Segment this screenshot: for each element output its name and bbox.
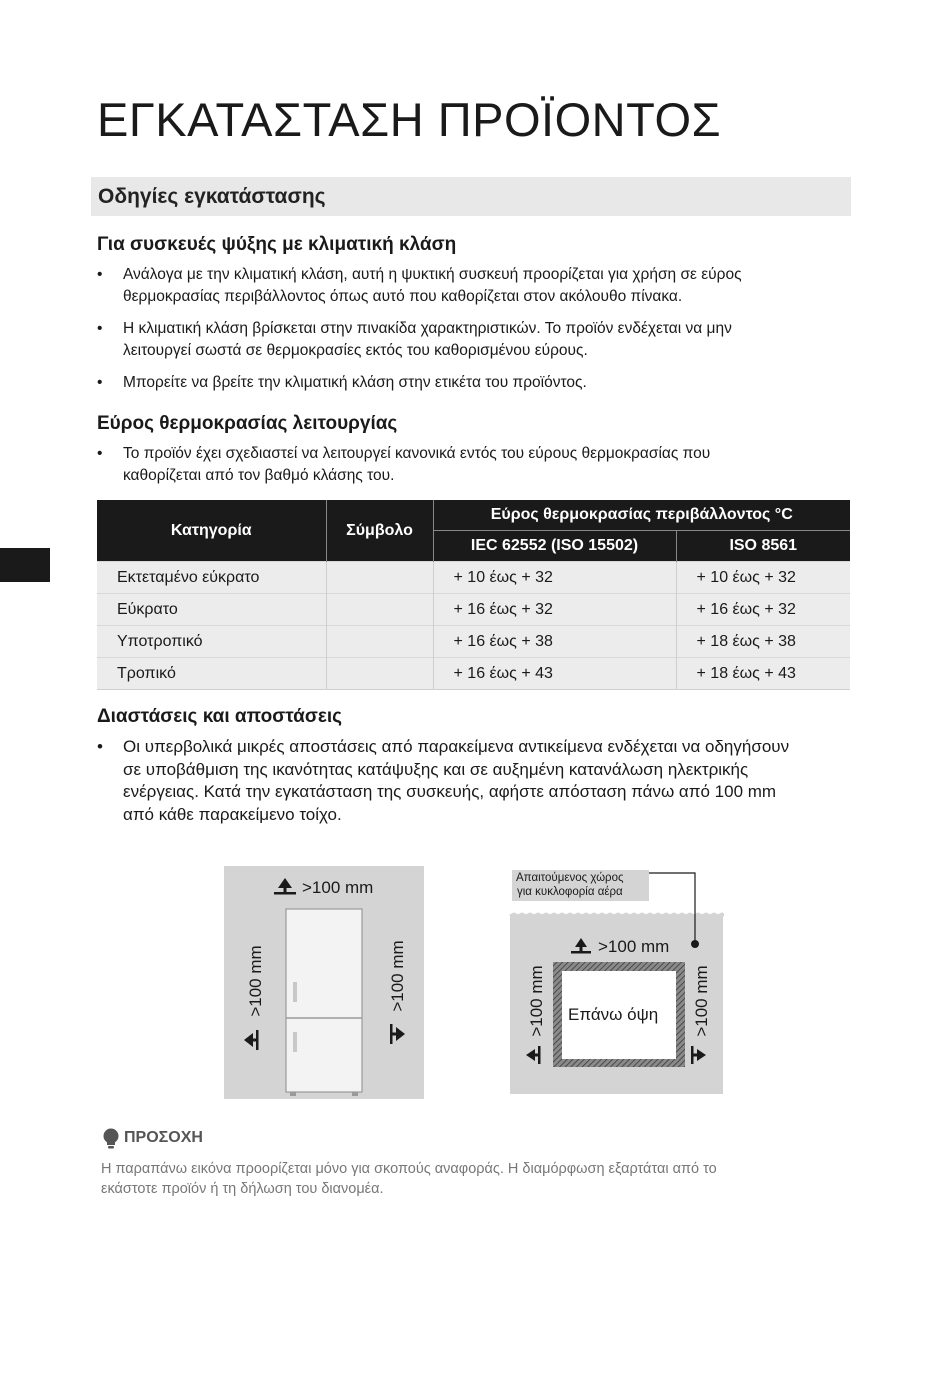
callout-line: για κυκλοφορία αέρα — [517, 886, 623, 898]
cell-symbol — [326, 658, 433, 690]
cell-iso: + 18 έως + 38 — [676, 626, 850, 658]
bullet-item — [97, 736, 867, 828]
refrigerator-body — [286, 909, 362, 1092]
left-foot — [290, 1092, 296, 1096]
cell-symbol — [326, 626, 433, 658]
right-foot — [352, 1092, 358, 1096]
bullet-line: καθορίζεται από τον βαθμό κλάσης του. — [123, 467, 395, 484]
bullet-line: Οι υπερβολικά μικρές αποστάσεις από παρακείμενα αντικείμενα ενδέχεται να οδηγήσουν — [123, 737, 790, 756]
air-circulation-callout — [516, 871, 624, 899]
bullet-item — [97, 318, 857, 362]
table-row — [97, 594, 850, 626]
bullet-dot: • — [97, 320, 103, 337]
column-header-iso: ISO 8561 — [676, 531, 850, 562]
bullet-dot: • — [97, 737, 103, 756]
top-view-top-clearance-label: >100 mm — [598, 937, 670, 956]
bullet-dot: • — [97, 445, 103, 462]
bullet-item — [97, 443, 857, 487]
bullet-line: σε υποβάθμιση της ικανότητας κατάψυξης και σε αυξημένη κατανάλωση ηλεκτρικής — [123, 759, 749, 779]
distances-heading: Διαστάσεις και αποστάσεις — [97, 706, 343, 727]
bullet-line: θερμοκρασίας περιβάλλοντος όπως αυτό που καθορίζεται στον ακόλουθο πίνακα. — [123, 288, 683, 305]
page-title: ΕΓΚΑΤΑΣΤΑΣΗ ΠΡΟΪΟΝΤΟΣ — [97, 93, 722, 146]
bullet-line: Μπορείτε να βρείτε την κλιματική κλάση στην ετικέτα του προϊόντος. — [123, 374, 587, 391]
table-row — [97, 562, 850, 594]
climate-class-table — [97, 500, 850, 690]
bullet-item — [97, 264, 857, 308]
cell-iec: + 10 έως + 32 — [433, 562, 676, 594]
cell-category: Τροπικό — [97, 658, 326, 690]
front-top-clearance-label: >100 mm — [302, 878, 374, 897]
lightbulb-icon — [102, 1128, 120, 1150]
caution-line: εκάστοτε προϊόν ή τη δήλωση του διανομέα. — [101, 1181, 384, 1197]
temp-range-heading: Εύρος θερμοκρασίας λειτουργίας — [97, 413, 398, 434]
cell-iso: + 16 έως + 32 — [676, 594, 850, 626]
section-header — [91, 177, 851, 216]
bullet-line: λειτουργεί σωστά σε θερμοκρασίες εκτός του καθορισμένου εύρους. — [123, 342, 588, 359]
cell-category: Εκτεταμένο εύκρατο — [97, 562, 326, 594]
cell-symbol — [326, 562, 433, 594]
cell-iec: + 16 έως + 43 — [433, 658, 676, 690]
caution-text — [101, 1159, 717, 1199]
callout-line: Απαιτούμενος χώρος — [516, 872, 624, 884]
cell-iso: + 18 έως + 43 — [676, 658, 850, 690]
bullet-dot: • — [97, 266, 103, 283]
top-view-label: Επάνω όψη — [568, 1005, 659, 1024]
bullet-line: από κάθε παρακείμενο τοίχο. — [123, 804, 342, 824]
column-header-symbol: Σύμβολο — [326, 500, 433, 562]
top-view-left-clearance-label: >100 mm — [527, 965, 546, 1037]
bullet-line: Η κλιματική κλάση βρίσκεται στην πινακίδα χαρακτηριστικών. Το προϊόν ενδέχεται να μην — [123, 320, 732, 337]
column-header-range: Εύρος θερμοκρασίας περιβάλλοντος °C — [433, 500, 850, 531]
cell-iso: + 10 έως + 32 — [676, 562, 850, 594]
table-row — [97, 658, 850, 690]
front-right-clearance-label: >100 mm — [388, 940, 407, 1012]
cell-symbol — [326, 594, 433, 626]
cell-iec: + 16 έως + 38 — [433, 626, 676, 658]
side-tab-marker — [0, 548, 50, 582]
section-title: Οδηγίες εγκατάστασης — [98, 185, 326, 208]
upper-door-handle — [293, 982, 297, 1002]
caution-line: Η παραπάνω εικόνα προορίζεται μόνο για σκοπούς αναφοράς. Η διαμόρφωση εξαρτάται από το — [101, 1161, 717, 1177]
bullet-dot: • — [97, 374, 103, 391]
front-left-clearance-label: >100 mm — [246, 945, 265, 1017]
callout-dot — [691, 940, 699, 948]
table-row — [97, 626, 850, 658]
climate-class-heading: Για συσκευές ψύξης με κλιματική κλάση — [97, 234, 457, 255]
bullet-line: Το προϊόν έχει σχεδιαστεί να λειτουργεί κανονικά εντός του εύρους θερμοκρασίας που — [123, 445, 711, 462]
bullet-line: ενέργειας. Κατά την εγκατάσταση της συσκευής, αφήστε απόσταση πάνω από 100 mm — [123, 782, 777, 801]
cell-iec: + 16 έως + 32 — [433, 594, 676, 626]
caution-label: ΠΡΟΣΟΧΗ — [124, 1129, 203, 1146]
top-view-right-clearance-label: >100 mm — [692, 965, 711, 1037]
column-header-iec: IEC 62552 (ISO 15502) — [433, 531, 676, 562]
column-header-category: Κατηγορία — [97, 500, 326, 562]
bullet-line: Ανάλογα με την κλιματική κλάση, αυτή η ψυκτική συσκευή προορίζεται για χρήση σε εύρος — [123, 266, 742, 283]
cell-category: Υποτροπικό — [97, 626, 326, 658]
bullet-item — [97, 372, 857, 394]
cell-category: Εύκρατο — [97, 594, 326, 626]
lower-door-handle — [293, 1032, 297, 1052]
wavy-edge — [510, 914, 724, 916]
